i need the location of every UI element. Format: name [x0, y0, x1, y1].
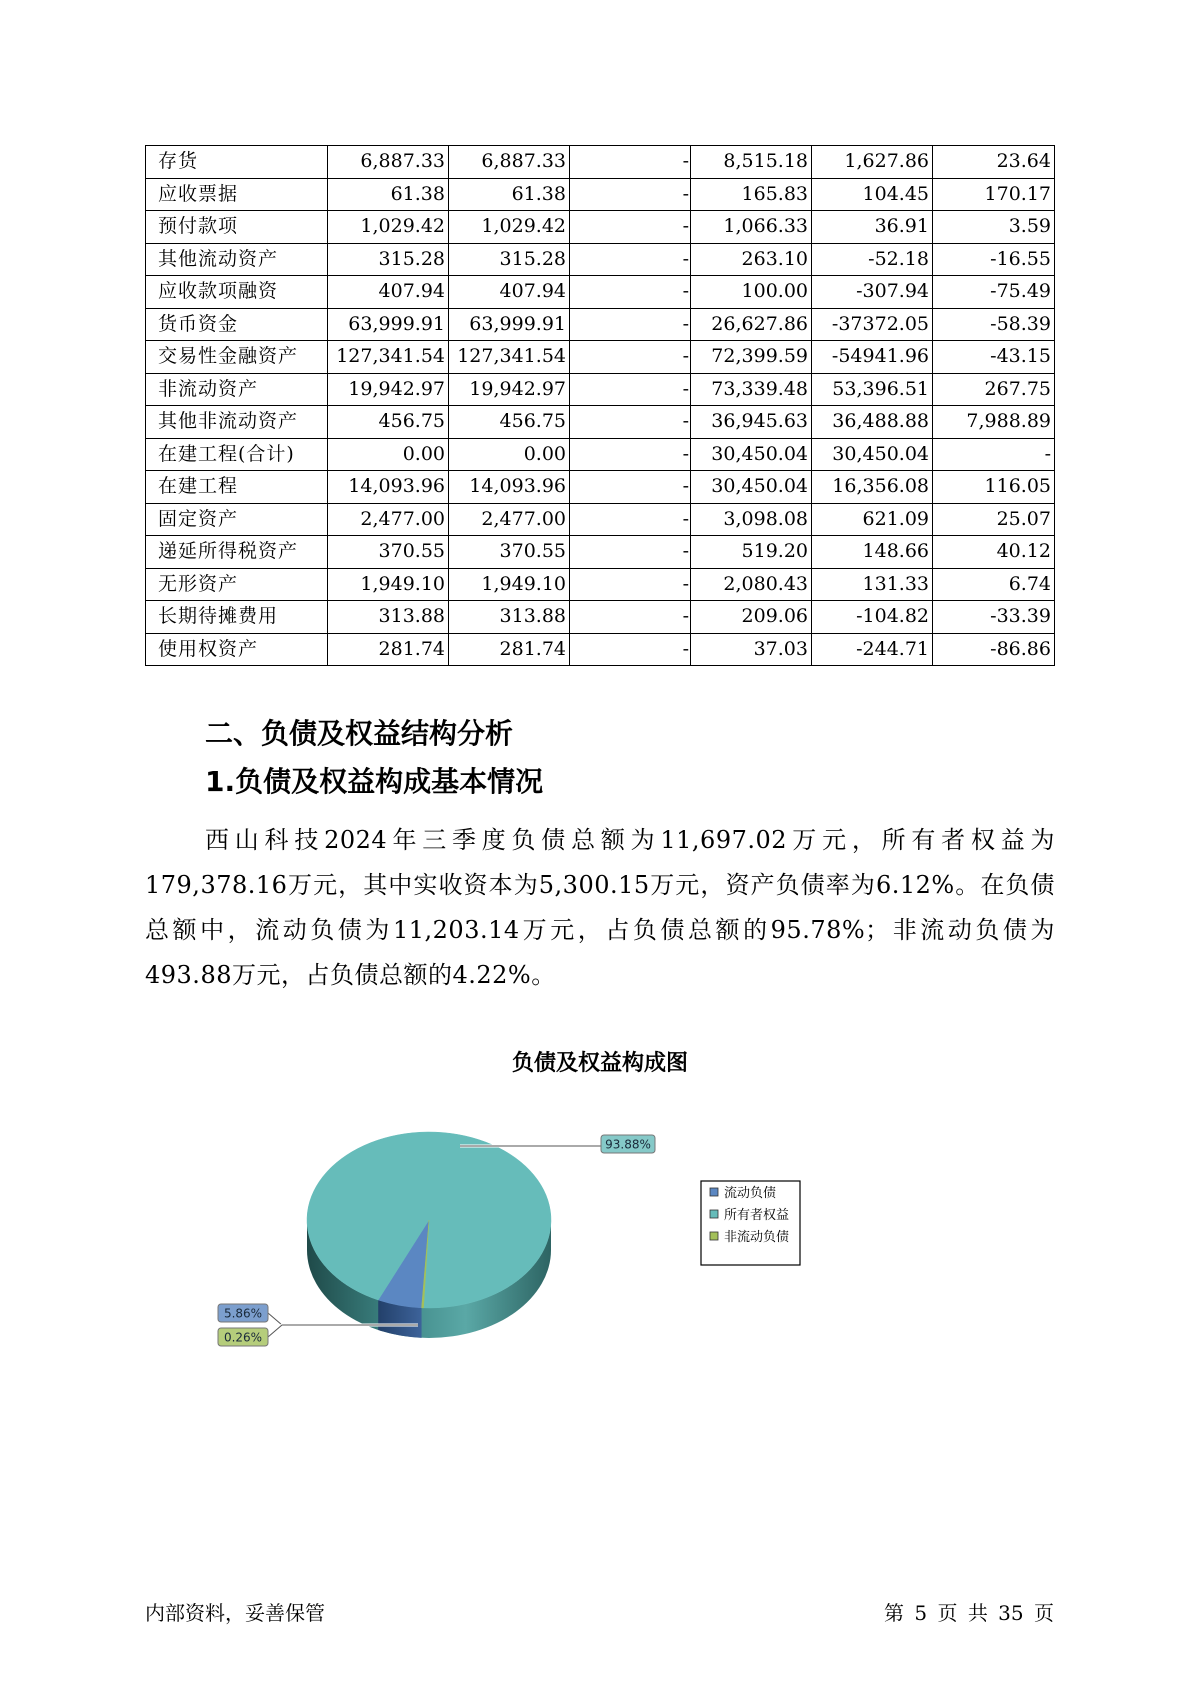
value-cell: -: [570, 341, 691, 374]
chart-title: 负债及权益构成图: [511, 1051, 688, 1076]
table-row: [146, 438, 1055, 471]
value-cell: 621.09: [812, 503, 933, 536]
value-cell: -: [570, 601, 691, 634]
footer-confidential: 内部资料，妥善保管: [145, 1601, 325, 1625]
value-cell: 1,029.42: [328, 211, 449, 244]
value-cell: 0.00: [449, 438, 570, 471]
value-cell: 72,399.59: [691, 341, 812, 374]
value-cell: 14,093.96: [449, 471, 570, 504]
asset-table: [145, 145, 1055, 666]
value-cell: 2,080.43: [691, 568, 812, 601]
table-row: [146, 503, 1055, 536]
value-cell: -244.71: [812, 633, 933, 666]
value-cell: -: [570, 406, 691, 439]
value-cell: -86.86: [933, 633, 1055, 666]
row-name-cell: 应收票据: [146, 178, 328, 211]
value-cell: 61.38: [449, 178, 570, 211]
value-cell: 456.75: [328, 406, 449, 439]
value-cell: 73,339.48: [691, 373, 812, 406]
row-name-cell: 存货: [146, 146, 328, 179]
table-row: [146, 341, 1055, 374]
value-cell: -: [570, 178, 691, 211]
table-row: [146, 146, 1055, 179]
row-name-cell: 递延所得税资产: [146, 536, 328, 569]
value-cell: 116.05: [933, 471, 1055, 504]
value-cell: 370.55: [449, 536, 570, 569]
value-cell: 407.94: [449, 276, 570, 309]
legend-swatch: [710, 1210, 718, 1218]
value-cell: 267.75: [933, 373, 1055, 406]
value-cell: 100.00: [691, 276, 812, 309]
value-cell: -307.94: [812, 276, 933, 309]
row-name-cell: 在建工程: [146, 471, 328, 504]
value-cell: 2,477.00: [328, 503, 449, 536]
table-row: [146, 178, 1055, 211]
value-cell: 104.45: [812, 178, 933, 211]
value-cell: -58.39: [933, 308, 1055, 341]
value-cell: 165.83: [691, 178, 812, 211]
value-cell: 209.06: [691, 601, 812, 634]
value-cell: 3,098.08: [691, 503, 812, 536]
value-cell: 0.00: [328, 438, 449, 471]
row-name-cell: 应收款项融资: [146, 276, 328, 309]
value-cell: 148.66: [812, 536, 933, 569]
section-subheading: 1.负债及权益构成基本情况: [205, 765, 544, 798]
value-cell: -33.39: [933, 601, 1055, 634]
value-cell: -43.15: [933, 341, 1055, 374]
value-cell: -: [570, 568, 691, 601]
value-cell: -104.82: [812, 601, 933, 634]
table-row: [146, 276, 1055, 309]
analysis-paragraph: 西山科技2024年三季度负债总额为11,697.02万元，所有者权益为179,378.16万元，其中实收资本为5,300.15万元，资产负债率为6.12%。在负债总额中，流动负债为11,203.14万元，占负债总额的95.78%；非流动负债为493.88万元，占负债总额的4.22%。: [145, 826, 1055, 989]
value-cell: 36.91: [812, 211, 933, 244]
data-label: 93.88%: [605, 1137, 651, 1152]
value-cell: -: [570, 243, 691, 276]
pie-chart: [0, 1100, 1191, 1400]
value-cell: 63,999.91: [328, 308, 449, 341]
value-cell: 25.07: [933, 503, 1055, 536]
section-heading: 二、负债及权益结构分析: [205, 717, 514, 750]
value-cell: 127,341.54: [328, 341, 449, 374]
value-cell: 407.94: [328, 276, 449, 309]
value-cell: -: [570, 146, 691, 179]
value-cell: 6,887.33: [328, 146, 449, 179]
value-cell: 40.12: [933, 536, 1055, 569]
value-cell: 1,949.10: [328, 568, 449, 601]
value-cell: -37372.05: [812, 308, 933, 341]
row-name-cell: 其他流动资产: [146, 243, 328, 276]
value-cell: 281.74: [328, 633, 449, 666]
value-cell: 1,949.10: [449, 568, 570, 601]
value-cell: 281.74: [449, 633, 570, 666]
value-cell: 127,341.54: [449, 341, 570, 374]
row-name-cell: 固定资产: [146, 503, 328, 536]
row-name-cell: 预付款项: [146, 211, 328, 244]
data-label: 5.86%: [223, 1306, 263, 1321]
value-cell: 519.20: [691, 536, 812, 569]
value-cell: 23.64: [933, 146, 1055, 179]
legend-item: 所有者权益: [724, 1208, 790, 1223]
row-name-cell: 交易性金融资产: [146, 341, 328, 374]
value-cell: 313.88: [328, 601, 449, 634]
value-cell: 370.55: [328, 536, 449, 569]
value-cell: -: [570, 503, 691, 536]
table-row: [146, 373, 1055, 406]
legend-swatch: [710, 1232, 718, 1240]
value-cell: 7,988.89: [933, 406, 1055, 439]
value-cell: 26,627.86: [691, 308, 812, 341]
value-cell: 16,356.08: [812, 471, 933, 504]
value-cell: -54941.96: [812, 341, 933, 374]
value-cell: 315.28: [328, 243, 449, 276]
value-cell: -75.49: [933, 276, 1055, 309]
value-cell: 313.88: [449, 601, 570, 634]
value-cell: 30,450.04: [691, 471, 812, 504]
value-cell: 36,488.88: [812, 406, 933, 439]
table-row: [146, 243, 1055, 276]
footer-page-number: 第 5 页 共 35 页: [884, 1601, 1054, 1625]
row-name-cell: 其他非流动资产: [146, 406, 328, 439]
value-cell: 61.38: [328, 178, 449, 211]
value-cell: 19,942.97: [449, 373, 570, 406]
value-cell: -: [570, 211, 691, 244]
value-cell: 1,627.86: [812, 146, 933, 179]
row-name-cell: 长期待摊费用: [146, 601, 328, 634]
table-row: [146, 601, 1055, 634]
value-cell: 1,066.33: [691, 211, 812, 244]
value-cell: 3.59: [933, 211, 1055, 244]
value-cell: 53,396.51: [812, 373, 933, 406]
value-cell: -: [570, 536, 691, 569]
value-cell: 131.33: [812, 568, 933, 601]
value-cell: -: [570, 633, 691, 666]
value-cell: 30,450.04: [691, 438, 812, 471]
value-cell: -: [570, 438, 691, 471]
table-row: [146, 568, 1055, 601]
value-cell: 456.75: [449, 406, 570, 439]
table-row: [146, 406, 1055, 439]
table-row: [146, 471, 1055, 504]
value-cell: 1,029.42: [449, 211, 570, 244]
value-cell: 19,942.97: [328, 373, 449, 406]
value-cell: 170.17: [933, 178, 1055, 211]
value-cell: 6.74: [933, 568, 1055, 601]
value-cell: 30,450.04: [812, 438, 933, 471]
table-row: [146, 211, 1055, 244]
row-name-cell: 使用权资产: [146, 633, 328, 666]
legend-swatch: [710, 1188, 718, 1196]
data-label: 0.26%: [223, 1330, 263, 1345]
value-cell: 14,093.96: [328, 471, 449, 504]
table-row: [146, 536, 1055, 569]
value-cell: -16.55: [933, 243, 1055, 276]
value-cell: -: [933, 438, 1055, 471]
table-row: [146, 633, 1055, 666]
chart-legend: [701, 1181, 800, 1265]
row-name-cell: 无形资产: [146, 568, 328, 601]
legend-item: 非流动负债: [724, 1230, 790, 1245]
row-name-cell: 非流动资产: [146, 373, 328, 406]
value-cell: -52.18: [812, 243, 933, 276]
value-cell: -: [570, 471, 691, 504]
row-name-cell: 货币资金: [146, 308, 328, 341]
value-cell: -: [570, 373, 691, 406]
table-row: [146, 308, 1055, 341]
value-cell: 2,477.00: [449, 503, 570, 536]
value-cell: 8,515.18: [691, 146, 812, 179]
value-cell: -: [570, 308, 691, 341]
value-cell: 315.28: [449, 243, 570, 276]
value-cell: 6,887.33: [449, 146, 570, 179]
value-cell: 263.10: [691, 243, 812, 276]
legend-item: 流动负债: [724, 1186, 777, 1201]
row-name-cell: 在建工程(合计): [146, 438, 328, 471]
value-cell: 37.03: [691, 633, 812, 666]
value-cell: 63,999.91: [449, 308, 570, 341]
value-cell: 36,945.63: [691, 406, 812, 439]
value-cell: -: [570, 276, 691, 309]
